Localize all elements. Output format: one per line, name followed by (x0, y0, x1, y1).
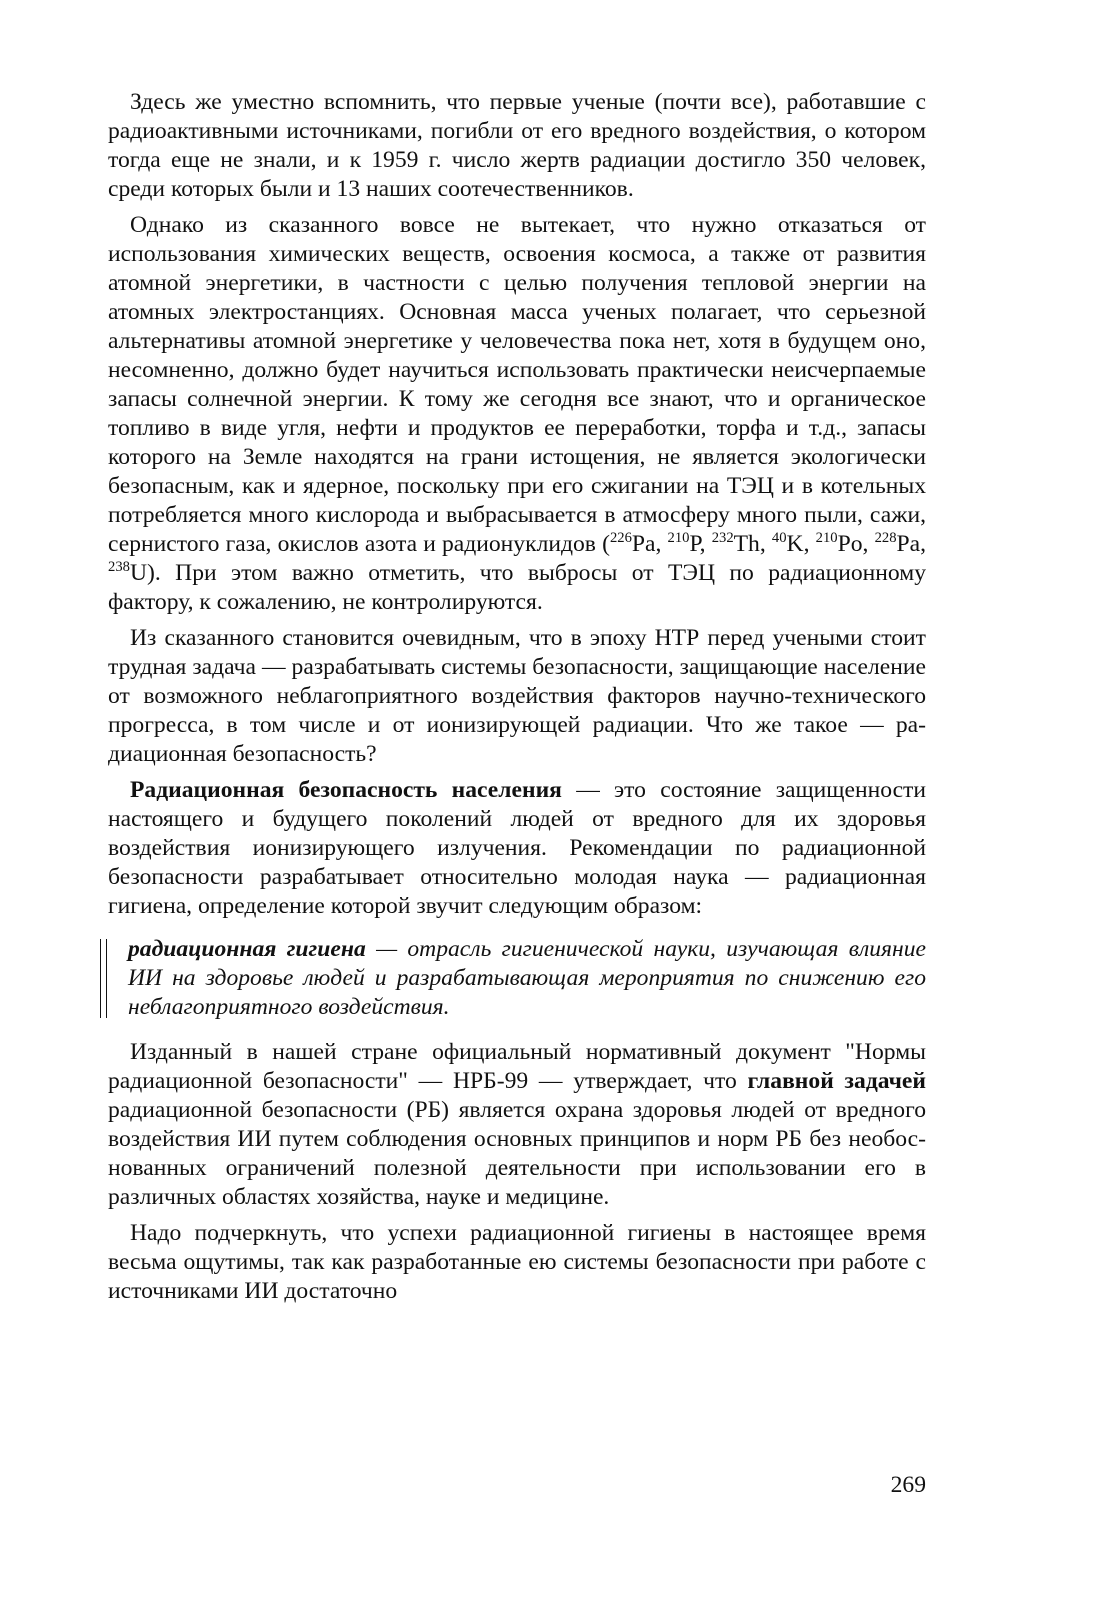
book-page (108, 88, 926, 1568)
paragraph-nrb-text-b: радиационной безопасности (РБ) является охрана здоровья людей от вредного воздействия ИИ путем соблюдения основных принципов и норм РБ без необоснованных ограничений полезной деятельности при использовании его в различных областях хозяйства, науке и медицине. (108, 1097, 926, 1210)
radionuclide (668, 531, 700, 557)
definition-text: — отрасль гигиенической науки, изучающая влияние ИИ на здоровье людей и разрабатывающая мероприятия по снижению его неблагоприятного воздействия. (128, 936, 926, 1020)
paragraph-ntr-task: Из сказанного становится очевидным, что в эпоху НТР перед учеными стоит трудная задача — разрабатывать системы безопасности, защищающие население от возможного неблагоприятного воздействия факторов научно-технического прогресса, в том числе и от ионизирующей радиации. Что же такое — радиационная безопасность? (108, 625, 926, 767)
radionuclide-list: $^{226}$Ра, $^{210}$Р, $^{232}$Th, $^{40}$K, $^{210}$Po, $^{228}$Ра, $^{238}$U (108, 529, 927, 586)
paragraph-hygiene-successes: Надо подчеркнуть, что успехи радиационной гигиены в настоящее время весьма ощутимы, так как разработанные ею системы безопасности при работе с источниками ИИ достаточно (108, 1220, 926, 1304)
mass-number: 40 (771, 529, 787, 546)
element-symbol: Р (689, 531, 700, 557)
definition-margin-bar (100, 939, 107, 1018)
mass-number: 210 (815, 529, 838, 546)
radionuclide (712, 531, 760, 557)
term-main-task: главной задачей (747, 1068, 926, 1094)
mass-number: 226 (609, 529, 632, 546)
mass-number: 210 (667, 529, 690, 546)
page-number: 269 (890, 1472, 926, 1498)
paragraph-energy-text: Однако из сказанного вовсе не вытекает, что нужно отказаться от использования химических веществ, освоения космоса, а также от развития атомной энергетики, в частности с целью получения тепловой энергии на атомных электростанциях. Основная масса ученых полагает, что серьезной альтернативы атомной энергетике у человечества пока нет, хотя в будущем оно, несомненно, должно будет научиться использовать практически неисчерпаемые запасы солнечной энергии. К тому же сегодня все знают, что и органическое топливо в виде угля, нефти и продуктов ее переработки, торфа и т.д., запасы которого на Земле находятся на грани истощения, не является экологически безопасным, как и ядерное, поскольку при его сжигании на ТЭЦ и в котельных потребляется много кислорода и выбрасывается в атмосферу много пыли, сажи, сернистого газа, окислов азота и радионуклидов ( (108, 212, 926, 557)
element-symbol: Po (837, 531, 863, 557)
definition-term: радиационная гигиена (128, 936, 366, 962)
element-symbol: Ра (631, 531, 656, 557)
paragraph-first-scientists: Здесь же уместно вспомнить, что первые ученые (почти все), работавшие с радиоактивными источниками, погибли от его вредного воздействия, о котором тогда еще не знали, и к 1959 г. число жертв радиации достигло 350 человек, среди которых были и 13 наших соотечественников. (108, 89, 926, 202)
term-radiation-safety: Радиационная безопасность населения (130, 777, 562, 803)
paragraph-nrb-99 (108, 1038, 926, 1212)
mass-number: 228 (874, 529, 897, 546)
paragraph-radiation-safety-text: — это состояние защищенности настоящего и будущего поколений людей от вредного для их здоровья воздействия ионизирующего излучения. Рекомендации по радиационной безопасности разрабатывает относительно молодая наука — радиационная гигиена, определение которой звучит следующим образом: (108, 777, 926, 919)
radionuclide (772, 531, 804, 557)
paragraph-nrb-text-a: Изданный в нашей стране официальный нормативный документ "Нормы радиационной безопасности" — НРБ-99 — утверждает, что (108, 1039, 926, 1094)
radionuclide (816, 531, 863, 557)
element-symbol: K (786, 531, 804, 557)
paragraph-energy-alternatives (108, 211, 926, 617)
radionuclide (610, 531, 656, 557)
mass-number: 238 (108, 558, 130, 575)
paragraph-radiation-safety-definition (108, 776, 926, 921)
definition-block (108, 935, 926, 1022)
radionuclide (108, 560, 147, 586)
element-symbol: Th (733, 531, 760, 557)
element-symbol: Ра (896, 531, 921, 557)
radionuclide (875, 531, 921, 557)
paragraph-energy-tail: ). При этом важно отметить, что выбросы от ТЭЦ по радиационному фактору, к сожалению, не контролируются. (108, 560, 926, 615)
mass-number: 232 (711, 529, 734, 546)
element-symbol: U (129, 560, 147, 586)
